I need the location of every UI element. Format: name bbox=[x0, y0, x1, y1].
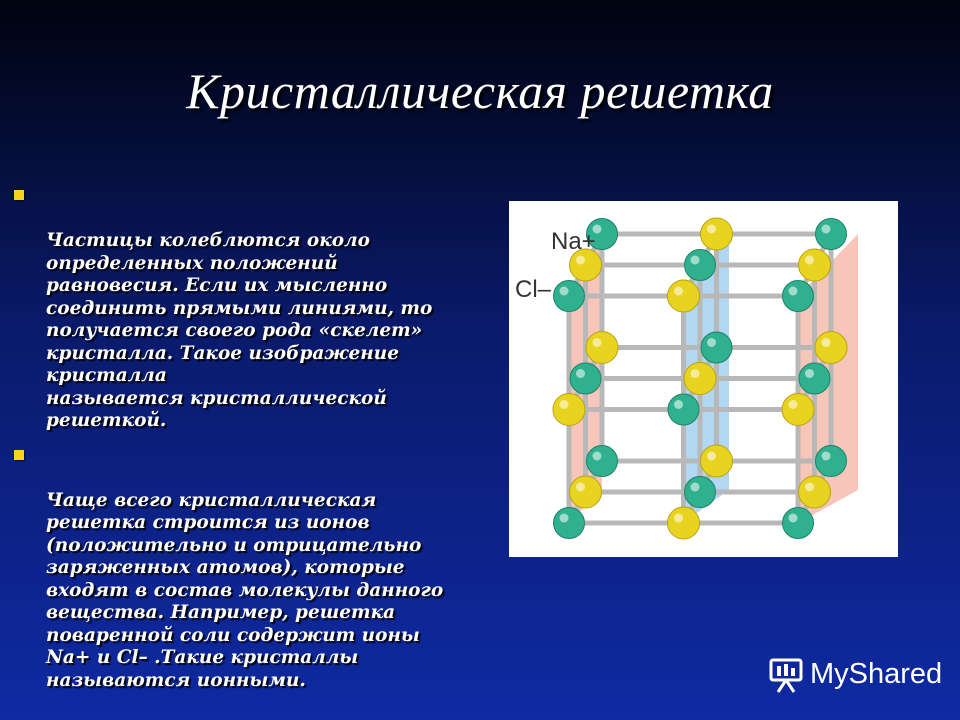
bullet-text: Частицы колеблются около определенных положений равновесия. Если их мысленно соединить прямыми линиями, то получается своего рода «скелет» кристалла. Такое изображение кристалла называется кристаллической решеткой. bbox=[46, 230, 433, 431]
square-bullet-icon bbox=[14, 450, 24, 460]
ion-highlight bbox=[560, 400, 569, 409]
ion-highlight bbox=[674, 287, 683, 296]
ion-highlight bbox=[822, 452, 831, 461]
bullet-item bbox=[12, 445, 472, 693]
na-label: Na+ bbox=[551, 228, 596, 255]
ion-highlight bbox=[674, 514, 683, 523]
ion-highlight bbox=[789, 287, 798, 296]
cl-ion-sphere bbox=[668, 394, 699, 425]
ion-highlight bbox=[674, 400, 683, 409]
na-ion-sphere bbox=[570, 476, 602, 508]
ion-highlight bbox=[576, 369, 585, 378]
ion-highlight bbox=[560, 514, 569, 523]
na-ion-sphere bbox=[668, 280, 700, 312]
ion-highlight bbox=[789, 400, 798, 409]
crystal-lattice-figure bbox=[509, 201, 898, 557]
ion-highlight bbox=[707, 452, 716, 461]
cl-ion-sphere bbox=[554, 281, 585, 312]
ion-highlight bbox=[593, 452, 602, 461]
ion-highlight bbox=[707, 338, 716, 347]
ion-highlight bbox=[576, 256, 585, 265]
na-ion-sphere bbox=[799, 249, 831, 281]
cl-ion-sphere bbox=[783, 281, 814, 312]
ion-highlight bbox=[691, 369, 700, 378]
lattice-ions bbox=[553, 218, 847, 539]
na-ion-sphere bbox=[701, 218, 733, 250]
ion-highlight bbox=[576, 483, 585, 492]
cl-ion-sphere bbox=[554, 508, 585, 539]
ion-highlight bbox=[822, 338, 831, 347]
ion-highlight bbox=[805, 483, 814, 492]
ion-highlight bbox=[707, 225, 716, 234]
ion-highlight bbox=[593, 338, 602, 347]
cl-ion-sphere bbox=[799, 363, 830, 394]
square-bullet-icon bbox=[14, 190, 24, 200]
slide-title: Кристаллическая решетка bbox=[186, 63, 774, 119]
na-ion-sphere bbox=[782, 394, 814, 426]
bullet-text: Чаще всего кристаллическая решетка строится из ионов (положительно и отрицательно заряженных атомов), которые входят в состав молекулы данного вещества. Например, решетка поваренной соли содержит ионы Na+ и Cl– .Такие кристаллы называются ионными. bbox=[46, 489, 444, 691]
na-ion-sphere bbox=[668, 507, 700, 539]
ion-highlight bbox=[805, 369, 814, 378]
na-ion-sphere bbox=[586, 332, 618, 364]
bullet-list bbox=[12, 185, 472, 704]
cl-ion-sphere bbox=[685, 477, 716, 508]
watermark-text: MyShared bbox=[810, 657, 943, 690]
na-ion-sphere bbox=[684, 363, 716, 395]
presentation-screen-icon bbox=[768, 654, 804, 694]
ion-highlight bbox=[691, 483, 700, 492]
na-ion-sphere bbox=[815, 332, 847, 364]
ion-highlight bbox=[691, 256, 700, 265]
ion-highlight bbox=[560, 287, 569, 296]
cl-ion-sphere bbox=[816, 446, 847, 477]
na-ion-sphere bbox=[799, 476, 831, 508]
cl-label: Cl– bbox=[515, 276, 552, 303]
cl-ion-sphere bbox=[587, 446, 618, 477]
bullet-item bbox=[12, 185, 472, 433]
ion-highlight bbox=[805, 256, 814, 265]
na-ion-sphere bbox=[701, 445, 733, 477]
watermark bbox=[768, 652, 942, 696]
na-ion-sphere bbox=[553, 394, 585, 426]
cl-ion-sphere bbox=[783, 508, 814, 539]
cl-ion-sphere bbox=[701, 332, 732, 363]
cl-ion-sphere bbox=[816, 219, 847, 250]
cl-ion-sphere bbox=[685, 250, 716, 281]
ion-highlight bbox=[822, 225, 831, 234]
nacl-lattice-diagram bbox=[509, 201, 898, 557]
cl-ion-sphere bbox=[570, 363, 601, 394]
ion-highlight bbox=[789, 514, 798, 523]
